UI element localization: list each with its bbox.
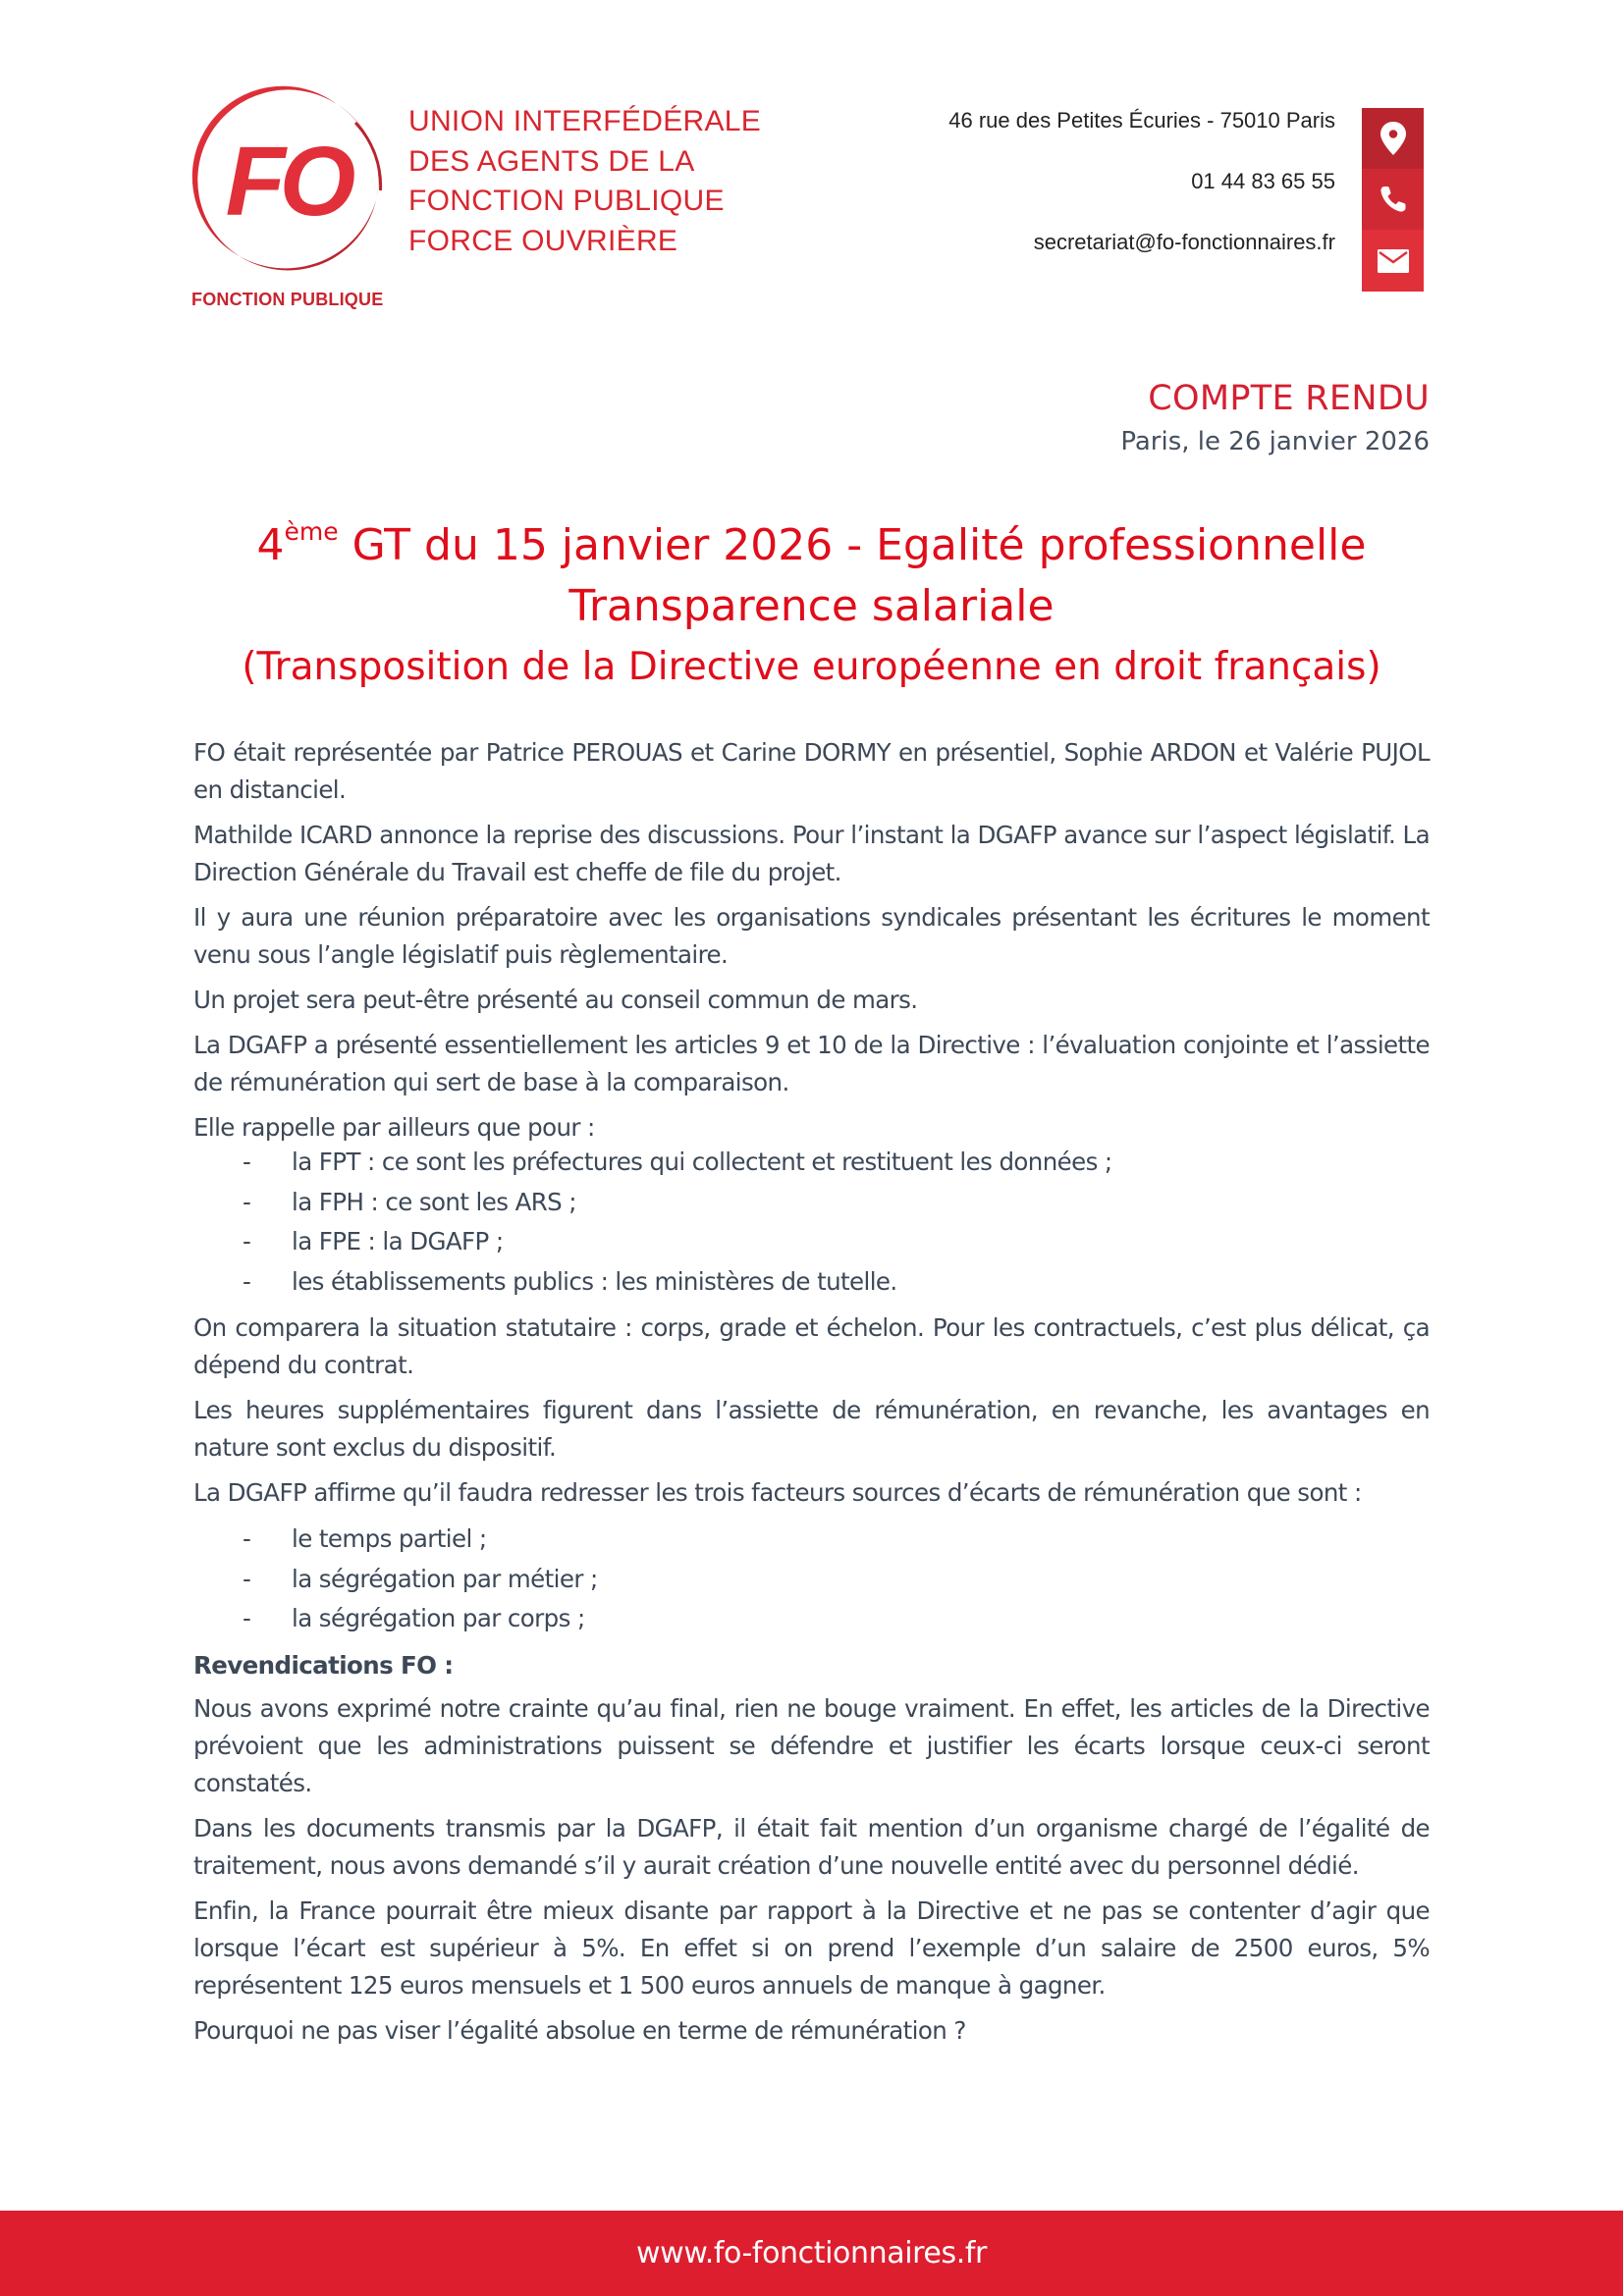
list-item bbox=[193, 1520, 1430, 1560]
org-name-line: FONCTION PUBLIQUE bbox=[408, 185, 725, 217]
paragraph: Un projet sera peut-être présenté au conseil commun de mars. bbox=[193, 986, 918, 1014]
paragraph: Dans les documents transmis par la DGAFP, il était fait mention d’un organisme chargé de l’égalité de traitement, nous avons demandé s’il y aurait création d’une nouvelle entité avec du personnel dédié. bbox=[193, 1813, 1430, 1880]
contact-block bbox=[948, 108, 1335, 291]
list-item bbox=[193, 1599, 1430, 1639]
org-name-line: DES AGENTS DE LA bbox=[408, 144, 695, 178]
list-item-text: la ségrégation par métier ; bbox=[292, 1564, 598, 1593]
document-title bbox=[147, 515, 1476, 698]
map-pin-icon bbox=[1362, 108, 1424, 169]
paragraph: Pourquoi ne pas viser l’égalité absolue en terme de rémunération ? bbox=[193, 2015, 966, 2045]
paragraph: Nous avons exprimé notre crainte qu’au final, rien ne bouge vraiment. En effet, les articles de la Directive prévoient que les administrations puissent se défendre et justifier les écarts lorsque ceux-ci seront constatés. bbox=[193, 1693, 1430, 1797]
list-item-text: la FPH : ce sont les ARS ; bbox=[292, 1187, 576, 1216]
contact-phone: 01 44 83 65 55 bbox=[1191, 169, 1335, 193]
list-item bbox=[193, 1183, 1430, 1223]
svg-text:FO: FO bbox=[225, 127, 351, 237]
list-dash: - bbox=[243, 1187, 251, 1216]
title-line-2: Transparence salariale bbox=[568, 581, 1055, 631]
list-dash: - bbox=[243, 1148, 251, 1176]
paragraph: La DGAFP affirme qu’il faudra redresser les trois facteurs sources d’écarts de rémunération que sont : bbox=[193, 1478, 1362, 1507]
list-item bbox=[193, 1222, 1430, 1262]
phone-icon bbox=[1362, 169, 1424, 230]
paragraph: Elle rappelle par ailleurs que pour : bbox=[193, 1113, 595, 1142]
paragraph: FO était représentée par Patrice PEROUAS et Carine DORMY en présentiel, Sophie ARDON et Valérie PUJOL en distanciel. bbox=[193, 738, 1430, 804]
list-item-text: les établissements publics : les ministères de tutelle. bbox=[292, 1266, 897, 1296]
list-item bbox=[193, 1262, 1430, 1303]
list-item-text: la FPT : ce sont les préfectures qui collectent et restituent les données ; bbox=[292, 1148, 1112, 1176]
paragraph: Enfin, la France pourrait être mieux disante par rapport à la Directive et ne pas se contenter d’agir que lorsque l’écart est supérieur à 5%. En effet si on prend l’exemple d’un salaire de 2500 euros, 5% représentent 125 euros mensuels et 1 500 euros annuels de manque à gagner. bbox=[193, 1896, 1430, 2000]
organization-name bbox=[408, 102, 761, 261]
factor-list bbox=[193, 1520, 1430, 1639]
paragraph: Les heures supplémentaires figurent dans l’assiette de rémunération, en revanche, les avantages en nature sont exclus du dispositif. bbox=[193, 1396, 1430, 1462]
paragraph: Mathilde ICARD annonce la reprise des discussions. Pour l’instant la DGAFP avance sur l’aspect législatif. La Direction Générale du Travail est cheffe de file du projet. bbox=[193, 821, 1430, 886]
contact-email[interactable]: secretariat@fo-fonctionnaires.fr bbox=[1033, 230, 1335, 254]
org-name-line: UNION INTERFÉDÉRALE bbox=[408, 105, 762, 137]
list-dash: - bbox=[243, 1604, 251, 1632]
logo-caption: FONCTION PUBLIQUE bbox=[191, 290, 384, 309]
title-line-1-text: GT du 15 janvier 2026 - Egalité professionnelle bbox=[338, 520, 1367, 570]
list-item bbox=[193, 1143, 1430, 1183]
document-body bbox=[193, 734, 1430, 2057]
section-heading: Revendications FO : bbox=[193, 1650, 454, 1680]
list-dash: - bbox=[243, 1227, 251, 1255]
org-name-line: FORCE OUVRIÈRE bbox=[408, 224, 678, 257]
title-line-3: (Transposition de la Directive européenne en droit français) bbox=[242, 645, 1381, 689]
contact-icon-column bbox=[1362, 108, 1424, 292]
list-item-text: la ségrégation par corps ; bbox=[292, 1604, 585, 1632]
footer-website-link[interactable]: www.fo-fonctionnaires.fr bbox=[636, 2236, 987, 2270]
list-item-text: le temps partiel ; bbox=[292, 1524, 487, 1553]
paragraph: On comparera la situation statutaire : corps, grade et échelon. Pour les contractuels, c’est plus délicat, ça dépend du contrat. bbox=[193, 1313, 1430, 1379]
title-ordinal-suffix: ème bbox=[284, 517, 339, 546]
contact-address: 46 rue des Petites Écuries - 75010 Paris bbox=[948, 108, 1335, 133]
paragraph: La DGAFP a présenté essentiellement les articles 9 et 10 de la Directive : l’évaluation conjointe et l’assiette de rémunération qui sert de base à la comparaison. bbox=[193, 1031, 1430, 1096]
list-dash: - bbox=[243, 1266, 251, 1296]
fo-logo bbox=[189, 82, 391, 284]
fo-logo-icon bbox=[189, 82, 391, 284]
list-item-text: la FPE : la DGAFP ; bbox=[292, 1227, 504, 1255]
list-dash: - bbox=[243, 1524, 251, 1553]
title-ordinal-number: 4 bbox=[256, 520, 285, 570]
title-line-1 bbox=[147, 515, 1476, 576]
footer-bar bbox=[0, 2211, 1623, 2296]
report-date: Paris, le 26 janvier 2026 bbox=[1120, 427, 1430, 456]
report-type: COMPTE RENDU bbox=[1148, 379, 1430, 418]
list-dash: - bbox=[243, 1564, 251, 1593]
list-item bbox=[193, 1560, 1430, 1600]
paragraph: Il y aura une réunion préparatoire avec les organisations syndicales présentant les écritures le moment venu sous l’angle législatif puis règlementaire. bbox=[193, 903, 1430, 969]
collection-list bbox=[193, 1143, 1430, 1302]
mail-icon bbox=[1362, 230, 1424, 292]
